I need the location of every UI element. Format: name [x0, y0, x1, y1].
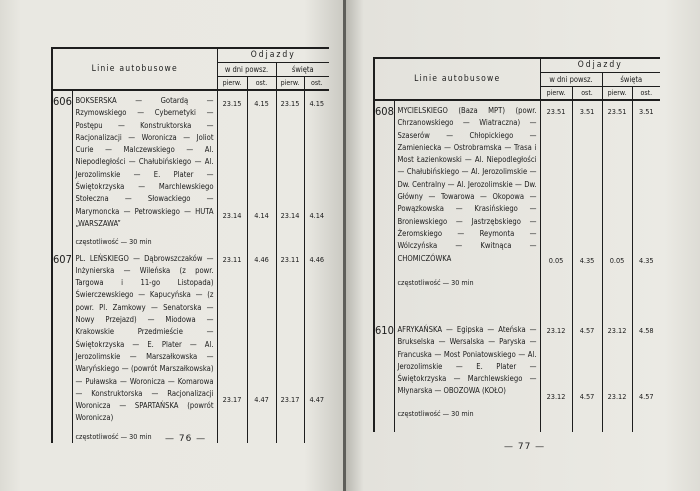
time-first-holiday: 23.15 — [280, 99, 300, 108]
time-last-holiday: 3.51 — [638, 107, 654, 116]
route-cell — [394, 100, 540, 320]
time-first-weekday: 23.17 — [222, 394, 242, 404]
route-cell — [72, 249, 217, 443]
route-cell — [394, 320, 540, 432]
line-number: 607 — [52, 249, 72, 443]
time-first-weekday: 23.11 — [222, 254, 242, 264]
table-row — [52, 249, 329, 443]
frequency-text: częstotliwość — 30 min — [75, 237, 152, 247]
holidays-header: święta — [602, 73, 660, 87]
first-header: pierw. — [217, 77, 247, 91]
time-first-weekday: 23.15 — [222, 99, 242, 108]
line-number: 606 — [52, 90, 72, 249]
departures-header: Odjazdy — [217, 48, 329, 63]
lines-header: Linie autobusowe — [52, 48, 217, 90]
last-header: ost. — [247, 77, 276, 91]
time-last-holiday: 4.14 — [309, 211, 325, 220]
first-header: pierw. — [602, 87, 632, 101]
time-first-weekday: 23.12 — [546, 392, 566, 401]
route-cell — [72, 90, 217, 249]
last-header: ost. — [304, 77, 329, 91]
first-header: pierw. — [276, 77, 304, 91]
time-first-weekday: 23.14 — [222, 211, 242, 220]
time-first-holiday: 23.11 — [280, 254, 300, 264]
timetable-left — [51, 47, 329, 443]
table-row — [374, 100, 660, 320]
time-first-holiday: 23.12 — [607, 392, 627, 401]
frequency-text: częstotliwość — 30 min — [397, 408, 474, 418]
time-last-holiday: 4.15 — [309, 99, 325, 108]
line-number: 610 — [374, 320, 394, 432]
time-last-weekday: 4.57 — [579, 326, 595, 335]
time-first-weekday: 23.12 — [546, 326, 566, 335]
time-first-weekday: 0.05 — [548, 256, 564, 265]
time-last-weekday: 4.47 — [254, 394, 269, 404]
time-first-holiday: 23.17 — [280, 394, 300, 404]
route-text: PL. LEŃSKIEGO — Dąbrowszczaków — Inżynierska — Wileńska (z powr. Targowa i 11-go Listopada) Świerczewskiego — Kapucyńska — (z powr. Pl. Zamkowy — Senatorska — Nowy Przejazd) — Miodowa — Krakowskie Przedmieście — Świętokrzyska — E. Plater — Al. Jerozolimskie — Marszałkowska — Waryńskiego — (powrót Marszałkowska) — Puławska — Woronicza — Komarowa — Konstruktorska — Racjonalizacji Woronicza — SPARTAŃSKA (powrót Woronicza) — [75, 253, 214, 423]
right-page — [346, 0, 700, 491]
time-last-weekday: 3.51 — [579, 107, 595, 116]
time-first-holiday: 0.05 — [609, 256, 625, 265]
page-number: — 77 — — [504, 442, 546, 452]
table-row — [374, 320, 660, 432]
departures-header: Odjazdy — [540, 58, 660, 73]
first-header: pierw. — [540, 87, 572, 101]
route-text: BOKSERSKA — Gotardą — Rzymowskiego — Cybernetyki — Postępu — Konstruktorska — Racjonalizacji — Woronicza — Joliot Curie — Malczewskiego — Al. Niepodległości — Chałubińskiego — Al. Jerozolimskie — E. Plater — Świętokrzyska — Marchlewskiego Stołeczna — Słowackiego — Marymoncka — Petrowskiego — HUTA „WARSZAWA” — [75, 96, 214, 228]
route-text: MYCIELSKIEGO (Baza MPT) (powr. Chrzanowskiego — Wiatraczna) — Szaserów — Chłopickiego — Zamieniecka — Ostrobramska — Trasa i Most Łazienkowski — Al. Niepodległości — Chałubińskiego — Al. Jerozolimskie — Dw. Centralny — Al. Jerozolimskie — Dw. Główny — Towarowa — Okopowa — Powązkowska — Krasińskiego — Broniewskiego — Jastrzębskiego — Żeromskiego — Reymonta — Wólczyńska — Kwitnąca — CHOMICZÓWKA — [397, 106, 537, 263]
page-number: — 76 — — [165, 434, 207, 444]
time-last-holiday: 4.46 — [309, 254, 325, 264]
holidays-header: święta — [276, 63, 329, 77]
time-last-weekday: 4.15 — [254, 99, 269, 108]
last-header: ost. — [572, 87, 602, 101]
time-last-weekday: 4.46 — [254, 254, 269, 264]
time-first-holiday: 23.14 — [280, 211, 300, 220]
left-page — [0, 0, 346, 491]
frequency-text: częstotliwość — 30 min — [397, 277, 474, 287]
time-last-holiday: 4.57 — [638, 392, 654, 401]
route-text: AFRYKAŃSKA — Egipska — Ateńska — Brukselska — Wersalska — Paryska — Francuska — Most Poniatowskiego — Al. Jerozolimskie — E. Plater — Świętokrzyska — Marchlewskiego — Młynarska — OBOZOWA (KOŁO) — [397, 325, 537, 396]
weekdays-header: w dni powsz. — [540, 73, 602, 87]
timetable-right — [373, 57, 660, 432]
frequency-text: częstotliwość — 30 min — [75, 431, 152, 441]
time-last-holiday: 4.58 — [638, 326, 654, 335]
time-last-holiday: 4.35 — [638, 256, 654, 265]
time-first-holiday: 23.51 — [607, 107, 627, 116]
time-last-weekday: 4.35 — [579, 256, 595, 265]
lines-header: Linie autobusowe — [374, 58, 540, 100]
time-last-weekday: 4.14 — [254, 211, 269, 220]
time-first-holiday: 23.12 — [607, 326, 627, 335]
last-header: ost. — [632, 87, 660, 101]
time-first-weekday: 23.51 — [546, 107, 566, 116]
line-number: 608 — [374, 100, 394, 320]
table-row — [52, 90, 329, 249]
weekdays-header: w dni powsz. — [217, 63, 276, 77]
time-last-holiday: 4.47 — [309, 394, 325, 404]
time-last-weekday: 4.57 — [579, 392, 595, 401]
